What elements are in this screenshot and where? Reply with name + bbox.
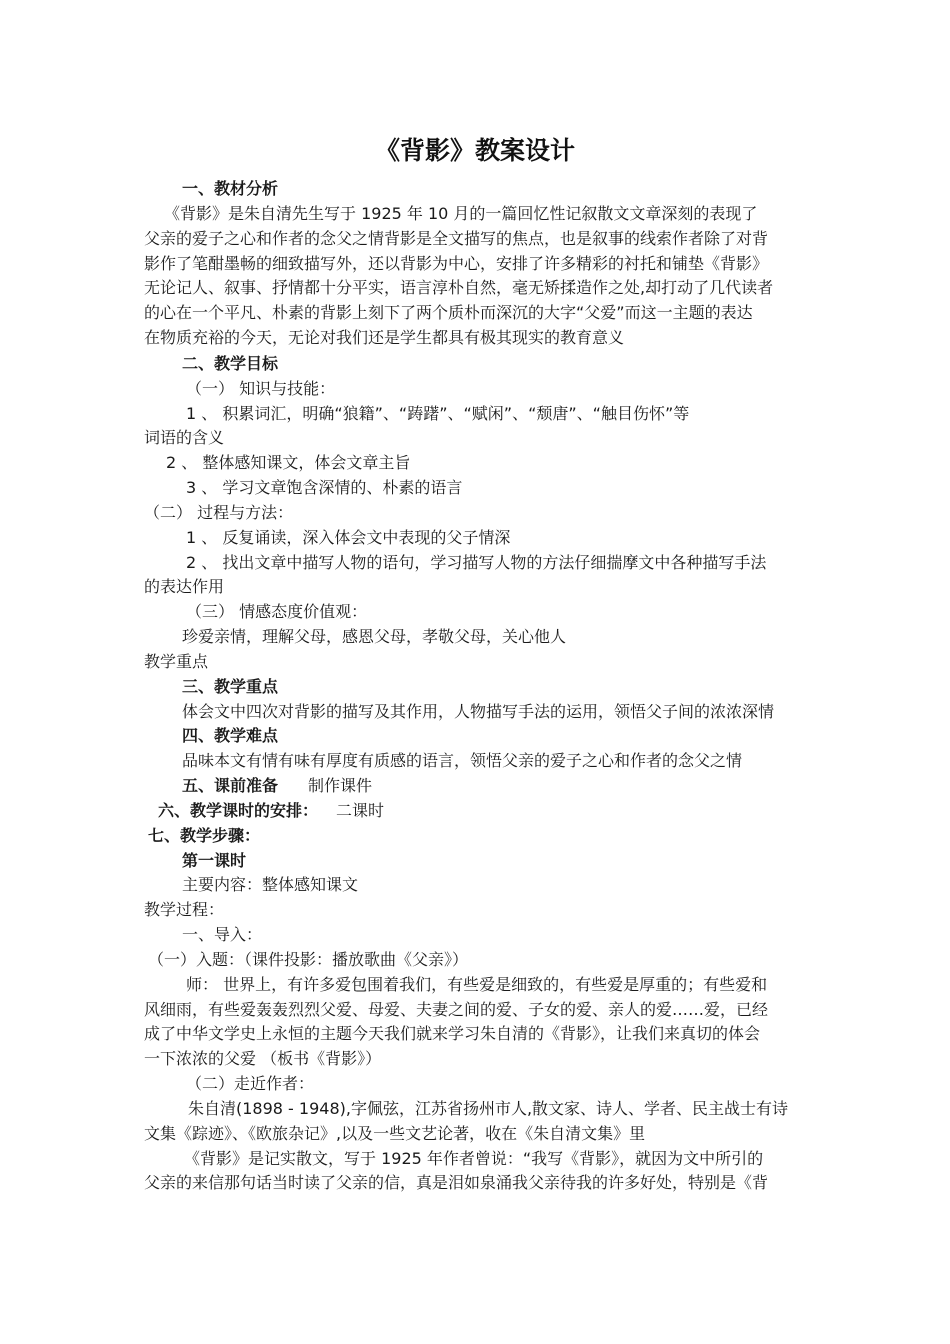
paragraph-line: 文集《踪迹》、《欧旅杂记》,以及一些文艺论著，收在《朱自清文集》里: [144, 1124, 646, 1143]
preparation-value: 制作课件: [308, 776, 373, 795]
subsection-heading: （二） 过程与方法：: [144, 503, 294, 522]
section-heading-teaching-goals: 二、教学目标: [182, 354, 279, 373]
section-heading-difficulties: 四、教学难点: [182, 726, 279, 745]
paragraph-line: 珍爱亲情，理解父母，感恩父母，孝敬父母，关心他人: [182, 627, 567, 646]
subsection-heading: （二）走近作者：: [186, 1074, 315, 1093]
paragraph-line: 《背影》是记实散文，写于 1925 年作者曾说：“我写《背影》，就因为文中所引的: [184, 1149, 764, 1168]
paragraph-line: 词语的含义: [144, 428, 225, 447]
paragraph-line: 朱自清(1898 - 1948),字佩弦，江苏省扬州市人,散文家、诗人、学者、民主战士有诗: [188, 1099, 789, 1118]
paragraph-line: 父亲的来信那句话当时读了父亲的信，真是泪如泉涌我父亲待我的许多好处，特别是《背: [144, 1173, 769, 1192]
paragraph-line: 风细雨，有些爱轰轰烈烈父爱、母爱、夫妻之间的爱、子女的爱、亲人的爱……爱，已经: [144, 1000, 769, 1019]
section-heading-preparation: 五、课前准备: [182, 776, 279, 795]
paragraph-line: 教学过程：: [144, 900, 225, 919]
paragraph-line: 无论记人、叙事、抒情都十分平实，语言淳朴自然，毫无矫揉造作之处,却打动了几代读者: [144, 278, 774, 297]
list-item: 2 、 找出文章中描写人物的语句，学习描写人物的方法仔细揣摩文中各种描写手法: [186, 553, 767, 572]
schedule-value: 二课时: [336, 801, 385, 820]
paragraph-line: 影作了笔酣墨畅的细致描写外，还以背影为中心，安排了许多精彩的衬托和铺垫《背影》: [144, 254, 769, 273]
paragraph-line: 《背影》是朱自清先生写于 1925 年 10 月的一篇回忆性记叙散文文章深刻的表现了: [164, 204, 758, 223]
paragraph-line: 父亲的爱子之心和作者的念父之情背影是全文描写的焦点，也是叙事的线索作者除了对背: [144, 229, 769, 248]
list-item: 3 、 学习文章饱含深情的、朴素的语言: [186, 478, 463, 497]
paragraph-line: 品味本文有情有味有厚度有质感的语言，领悟父亲的爱子之心和作者的念父之情: [182, 751, 743, 770]
paragraph-line: 的心在一个平凡、朴素的背影上刻下了两个质朴而深沉的大字“父爱”而这一主题的表达: [144, 303, 753, 322]
subsection-heading: （一）入题：（课件投影：播放歌曲《父亲》）: [148, 950, 469, 969]
paragraph-line: 在物质充裕的今天，无论对我们还是学生都具有极其现实的教育意义: [144, 328, 625, 347]
paragraph-line: 师： 世界上，有许多爱包围着我们，有些爱是细致的，有些爱是厚重的；有些爱和: [186, 975, 768, 994]
section-heading-key-points: 三、教学重点: [182, 677, 279, 696]
section-heading-schedule: 六、教学课时的安排：: [158, 801, 319, 820]
subsection-heading: 一、导入：: [182, 925, 263, 944]
page-title: 《背影》教案设计: [374, 136, 575, 165]
list-item: 1 、 积累词汇，明确“狼籍”、“踌躇”、“赋闲”、“颓唐”、“触目伤怀”等: [186, 404, 690, 423]
paragraph-line: 主要内容：整体感知课文: [182, 875, 359, 894]
lesson-heading: 第一课时: [182, 851, 247, 870]
paragraph-line: 的表达作用: [144, 577, 225, 596]
section-heading-steps: 七、教学步骤：: [148, 826, 261, 845]
paragraph-line: 教学重点: [144, 652, 209, 671]
list-item: 2 、 整体感知课文，体会文章主旨: [166, 453, 411, 472]
paragraph-line: 体会文中四次对背影的描写及其作用，人物描写手法的运用，领悟父子间的浓浓深情: [182, 702, 775, 721]
paragraph-line: 一下浓浓的父爱 （板书《背影》）: [144, 1049, 382, 1068]
subsection-heading: （一） 知识与技能：: [186, 379, 336, 398]
paragraph-line: 成了中华文学史上永恒的主题今天我们就来学习朱自清的《背影》，让我们来真切的体会: [144, 1024, 761, 1043]
section-heading-textbook-analysis: 一、教材分析: [182, 179, 279, 198]
list-item: 1 、 反复诵读，深入体会文中表现的父子情深: [186, 528, 511, 547]
subsection-heading: （三） 情感态度价值观：: [186, 602, 368, 621]
